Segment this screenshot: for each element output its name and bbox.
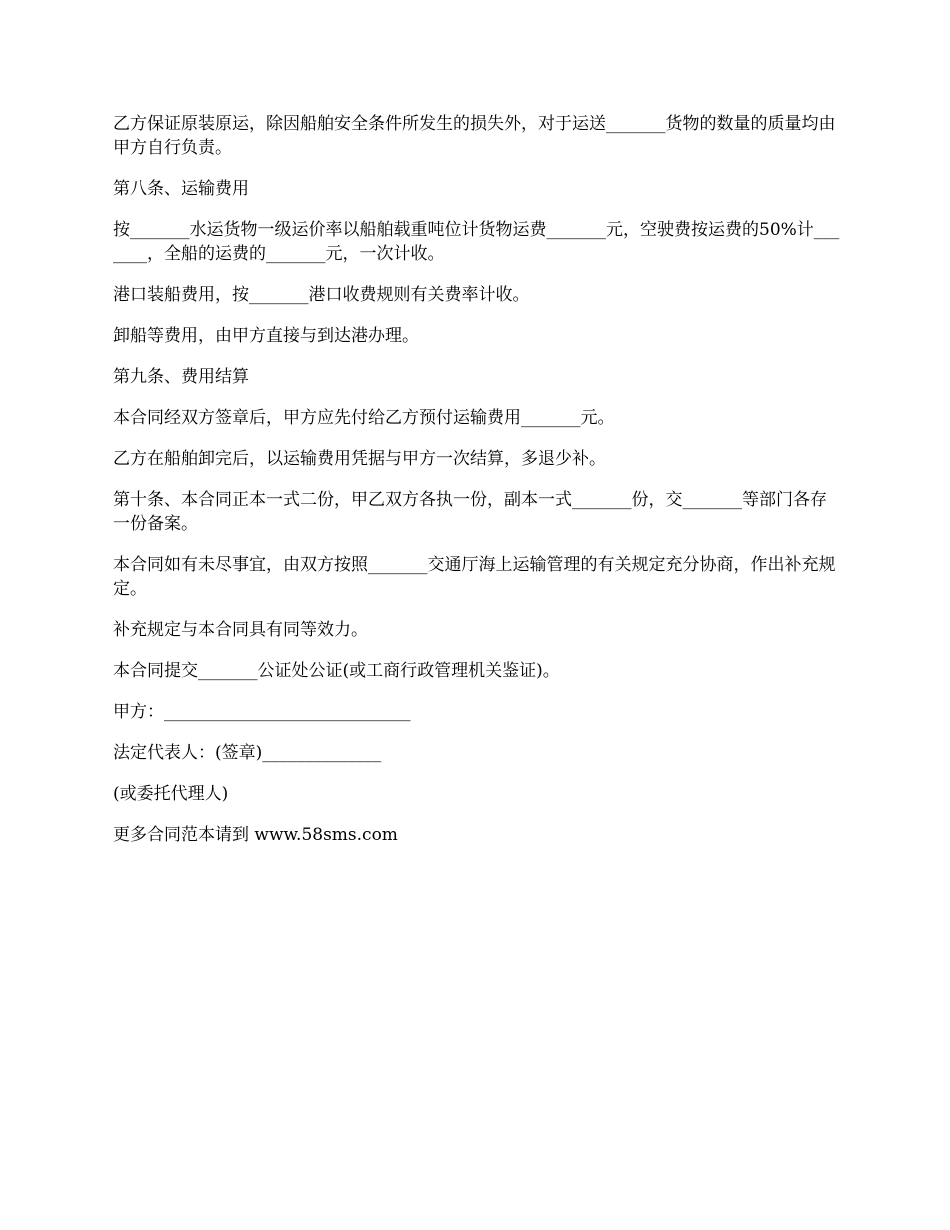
document-body — [113, 112, 840, 864]
paragraph-notarization: 本合同提交_______公证处公证(或工商行政管理机关鉴证)。 — [113, 661, 560, 681]
paragraph-final-settlement: 乙方在船舶卸完后，以运输费用凭据与甲方一次结算，多退少补。 — [113, 449, 606, 469]
authorized-agent-line: (或委托代理人) — [113, 784, 229, 804]
paragraph-supplementary-validity: 补充规定与本合同具有同等效力。 — [113, 620, 368, 640]
paragraph-transport-responsibility: 乙方保证原装原运，除因船舶安全条件所发生的损失外，对于运送_______货物的数量的质量均由甲方自行负责。 — [113, 114, 836, 158]
article-8-heading: 第八条、运输费用 — [113, 179, 249, 199]
paragraph-unloading-fee: 卸船等费用，由甲方直接与到达港办理。 — [113, 326, 419, 346]
legal-representative-line: 法定代表人：(签章)______________ — [113, 743, 382, 763]
article-9-heading: 第九条、费用结算 — [113, 367, 249, 387]
party-a-signature-line: 甲方：_____________________________ — [113, 702, 411, 722]
more-templates-link-text: 更多合同范本请到 www.58sms.com — [113, 825, 398, 845]
paragraph-port-loading-fee: 港口装船费用，按_______港口收费规则有关费率计收。 — [113, 285, 530, 305]
paragraph-freight-rate: 按_______水运货物一级运价率以船舶载重吨位计货物运费_______元，空驶费按运费的50%计_______，全船的运费的_______元，一次计收。 — [113, 220, 840, 264]
paragraph-prepayment: 本合同经双方签章后，甲方应先付给乙方预付运输费用_______元。 — [113, 408, 615, 428]
paragraph-supplementary-negotiation: 本合同如有未尽事宜，由双方按照_______交通厅海上运输管理的有关规定充分协商，作出补充规定。 — [113, 555, 836, 599]
article-10-copies: 第十条、本合同正本一式二份，甲乙双方各执一份，副本一式_______份，交_______等部门各存一份备案。 — [113, 490, 827, 534]
